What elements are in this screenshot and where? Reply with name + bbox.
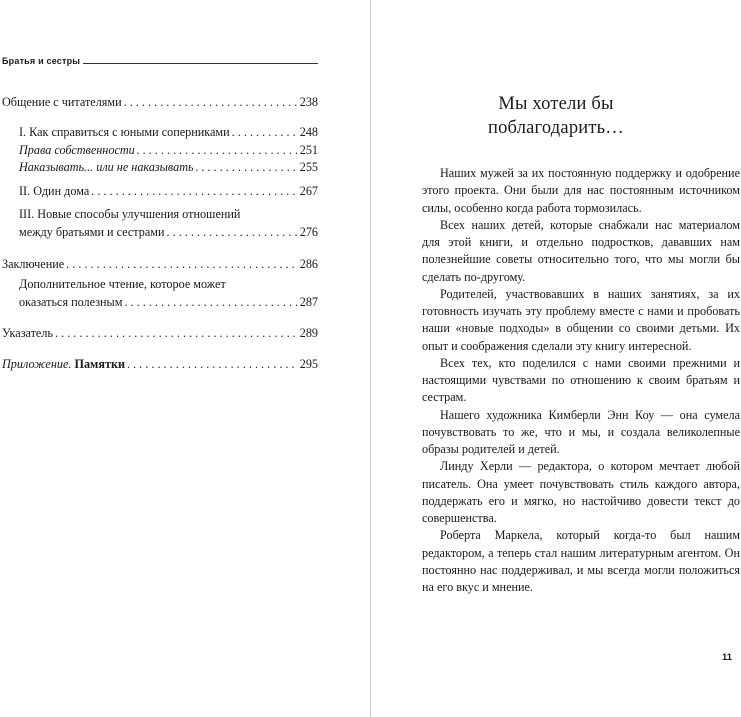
paragraph: Наших мужей за их постоянную поддержку и одобрение этого проекта. Они были для нас постоянным источником силы, особенно когда работа тормозилась. (422, 166, 740, 215)
toc-page: 295 (299, 357, 318, 371)
toc-leader (137, 143, 298, 158)
paragraph: Линду Херли — редактора, о котором мечтает любой писатель. Она умеет почувствовать стиль каждого автора, поддержать его и мягко, но настойчиво довести текст до совершенства. (422, 459, 740, 525)
toc-label: Общение с читателями (2, 95, 122, 109)
toc-leader (232, 125, 298, 140)
toc-label: между братьями и сестрами (19, 225, 165, 239)
toc-page: 287 (299, 295, 318, 309)
running-head (2, 56, 318, 66)
toc-entry-rivals[interactable] (19, 125, 318, 140)
paragraph: Всех наших детей, которые снабжали нас материалом для этой книги, и отдельно подростков, дававших нам полезнейшие советы относительно того, что мы могли бы сделать по-другому. (422, 217, 740, 284)
paragraph: Родителей, участвовавших в наших занятиях, за их готовность изучать эту проблему вместе с нами и пробовать наши «новые подходы» в общении со своими детьми. Их опыт и соображения сделали эту книгу интересной. (422, 286, 740, 353)
toc-entry-punish-or-not[interactable] (19, 160, 318, 175)
running-head-rule (83, 63, 318, 64)
toc-label-italic: Приложение. (2, 357, 72, 371)
toc-label (2, 357, 125, 372)
toc-label: II. Один дома (19, 184, 90, 198)
toc-label-bold: Памятки (74, 357, 125, 371)
toc-label: Наказывать... или не наказывать (19, 160, 194, 174)
toc-entry-new-ways[interactable] (19, 225, 318, 240)
toc-page: 289 (299, 326, 318, 340)
toc-leader (124, 295, 297, 310)
toc-entry-further-reading-line1[interactable]: Дополнительное чтение, которое может (19, 277, 226, 291)
toc-label: Заключение (2, 257, 65, 271)
toc-label: Указатель (2, 326, 53, 340)
toc-leader (127, 357, 298, 372)
toc-entry-new-ways-line1[interactable]: III. Новые способы улучшения отношений (19, 207, 241, 221)
toc-page: 248 (299, 125, 318, 139)
toc-entry-property-rights[interactable] (19, 143, 318, 158)
acknowledgments-body (422, 165, 740, 596)
acknowledgments-title (371, 92, 741, 140)
toc-leader (91, 184, 297, 199)
paragraph: Всех тех, кто поделился с нами своими прежними и настоящими чувствами по отношению к своим братьям и сестрам. (422, 355, 740, 405)
toc-page: 238 (299, 95, 318, 109)
toc-page: 276 (299, 225, 318, 239)
title-line: Мы хотели бы (498, 94, 614, 114)
toc-leader (167, 225, 298, 240)
page-number: 11 (722, 652, 733, 663)
toc-label: оказаться полезным (19, 295, 123, 309)
toc-leader (124, 95, 298, 110)
toc-label: Права собственности (19, 143, 135, 157)
running-head-text: Братья и сестры (2, 56, 81, 66)
toc-entry-further-reading[interactable] (19, 295, 318, 310)
toc-page: 286 (299, 257, 318, 271)
toc-page: 251 (299, 143, 318, 157)
paragraph: Роберта Маркела, который когда-то был нашим редактором, а теперь стал нашим литературным агентом. Он постоянно нас поддерживал, и мы всегда могли положиться на его вкус и мнение. (422, 528, 740, 594)
paragraph: Нашего художника Кимберли Энн Коу — она сумела почувствовать то же, что и мы, и создала великолепные образы родителей и детей. (422, 407, 740, 456)
toc-leader (196, 160, 298, 175)
title-line: поблагодарить… (488, 118, 624, 138)
toc-leader (66, 257, 298, 272)
toc-leader (55, 326, 298, 341)
toc-entry-home-alone[interactable] (19, 184, 318, 199)
toc-page: 267 (299, 184, 318, 198)
toc-entry-appendix[interactable] (2, 357, 318, 372)
toc-label: I. Как справиться с юными соперниками (19, 125, 230, 139)
toc-entry-reader-dialogue[interactable] (2, 95, 318, 110)
toc-entry-conclusion[interactable] (2, 257, 318, 272)
toc-page: 255 (299, 160, 318, 174)
toc-entry-index[interactable] (2, 326, 318, 341)
